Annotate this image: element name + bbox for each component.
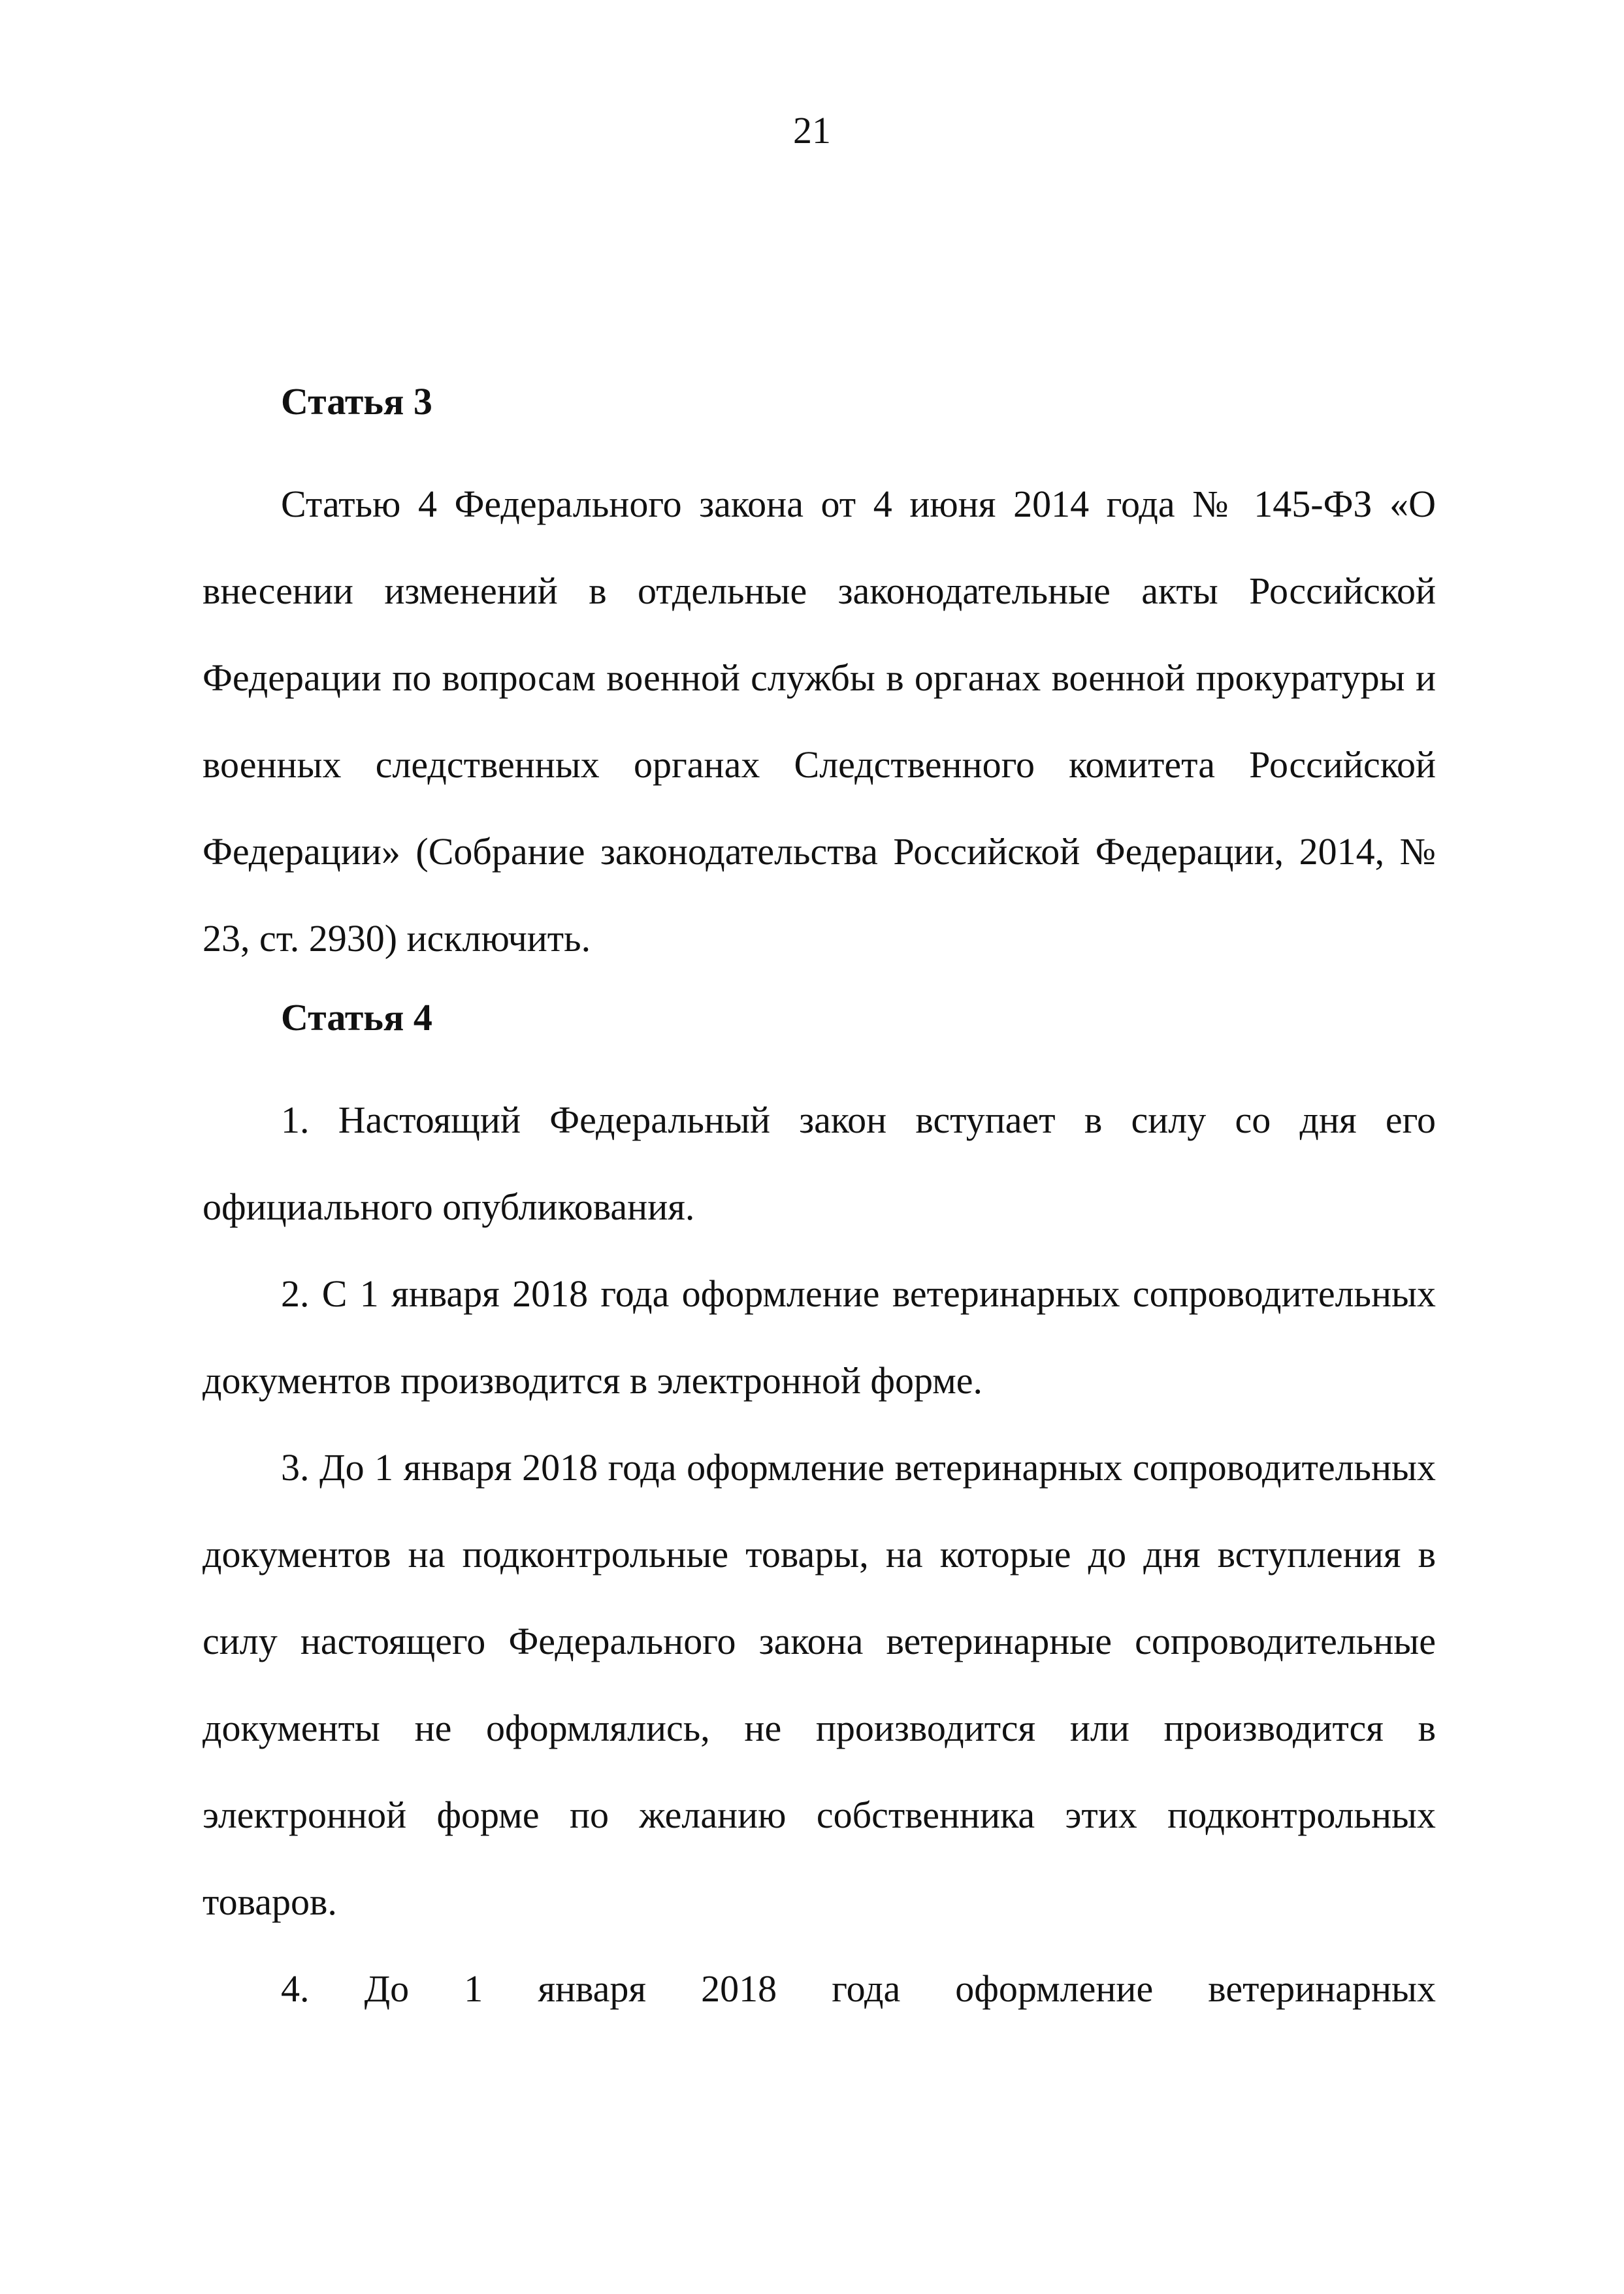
article-4-paragraph-3: 3. До 1 января 2018 года оформление ветеринарных сопроводительных документов на подконтрольные товары, на которые до дня вступления в силу настоящего Федерального закона ветеринарные сопроводительные документы не оформлялись, не производится или производится в электронной форме по желанию собственника этих подконтрольных товаров. <box>203 1446 1436 1923</box>
article-3-paragraph: Статью 4 Федерального закона от 4 июня 2014 года № 145-ФЗ «О внесении изменений в отдельные законодательные акты Российской Федерации по вопросам военной службы в органах военной прокуратуры и военных следственных органах Следственного комитета Российской Федерации» (Собрание законодательства Российской Федерации, 2014, № 23, ст. 2930) исключить. <box>203 483 1436 960</box>
article-4-heading: Статья 4 <box>281 996 432 1039</box>
article-3-heading: Статья 3 <box>281 380 432 423</box>
article-4-paragraph-4: 4. До 1 января 2018 года оформление ветеринарных <box>281 1967 1436 2010</box>
document-body <box>203 372 1436 2032</box>
article-4-paragraph-2: 2. С 1 января 2018 года оформление ветеринарных сопроводительных документов производится в электронной форме. <box>203 1272 1436 1402</box>
article-4-paragraph-1: 1. Настоящий Федеральный закон вступает в силу со дня его официального опубликования. <box>203 1099 1436 1228</box>
page-number: 21 <box>793 109 831 152</box>
